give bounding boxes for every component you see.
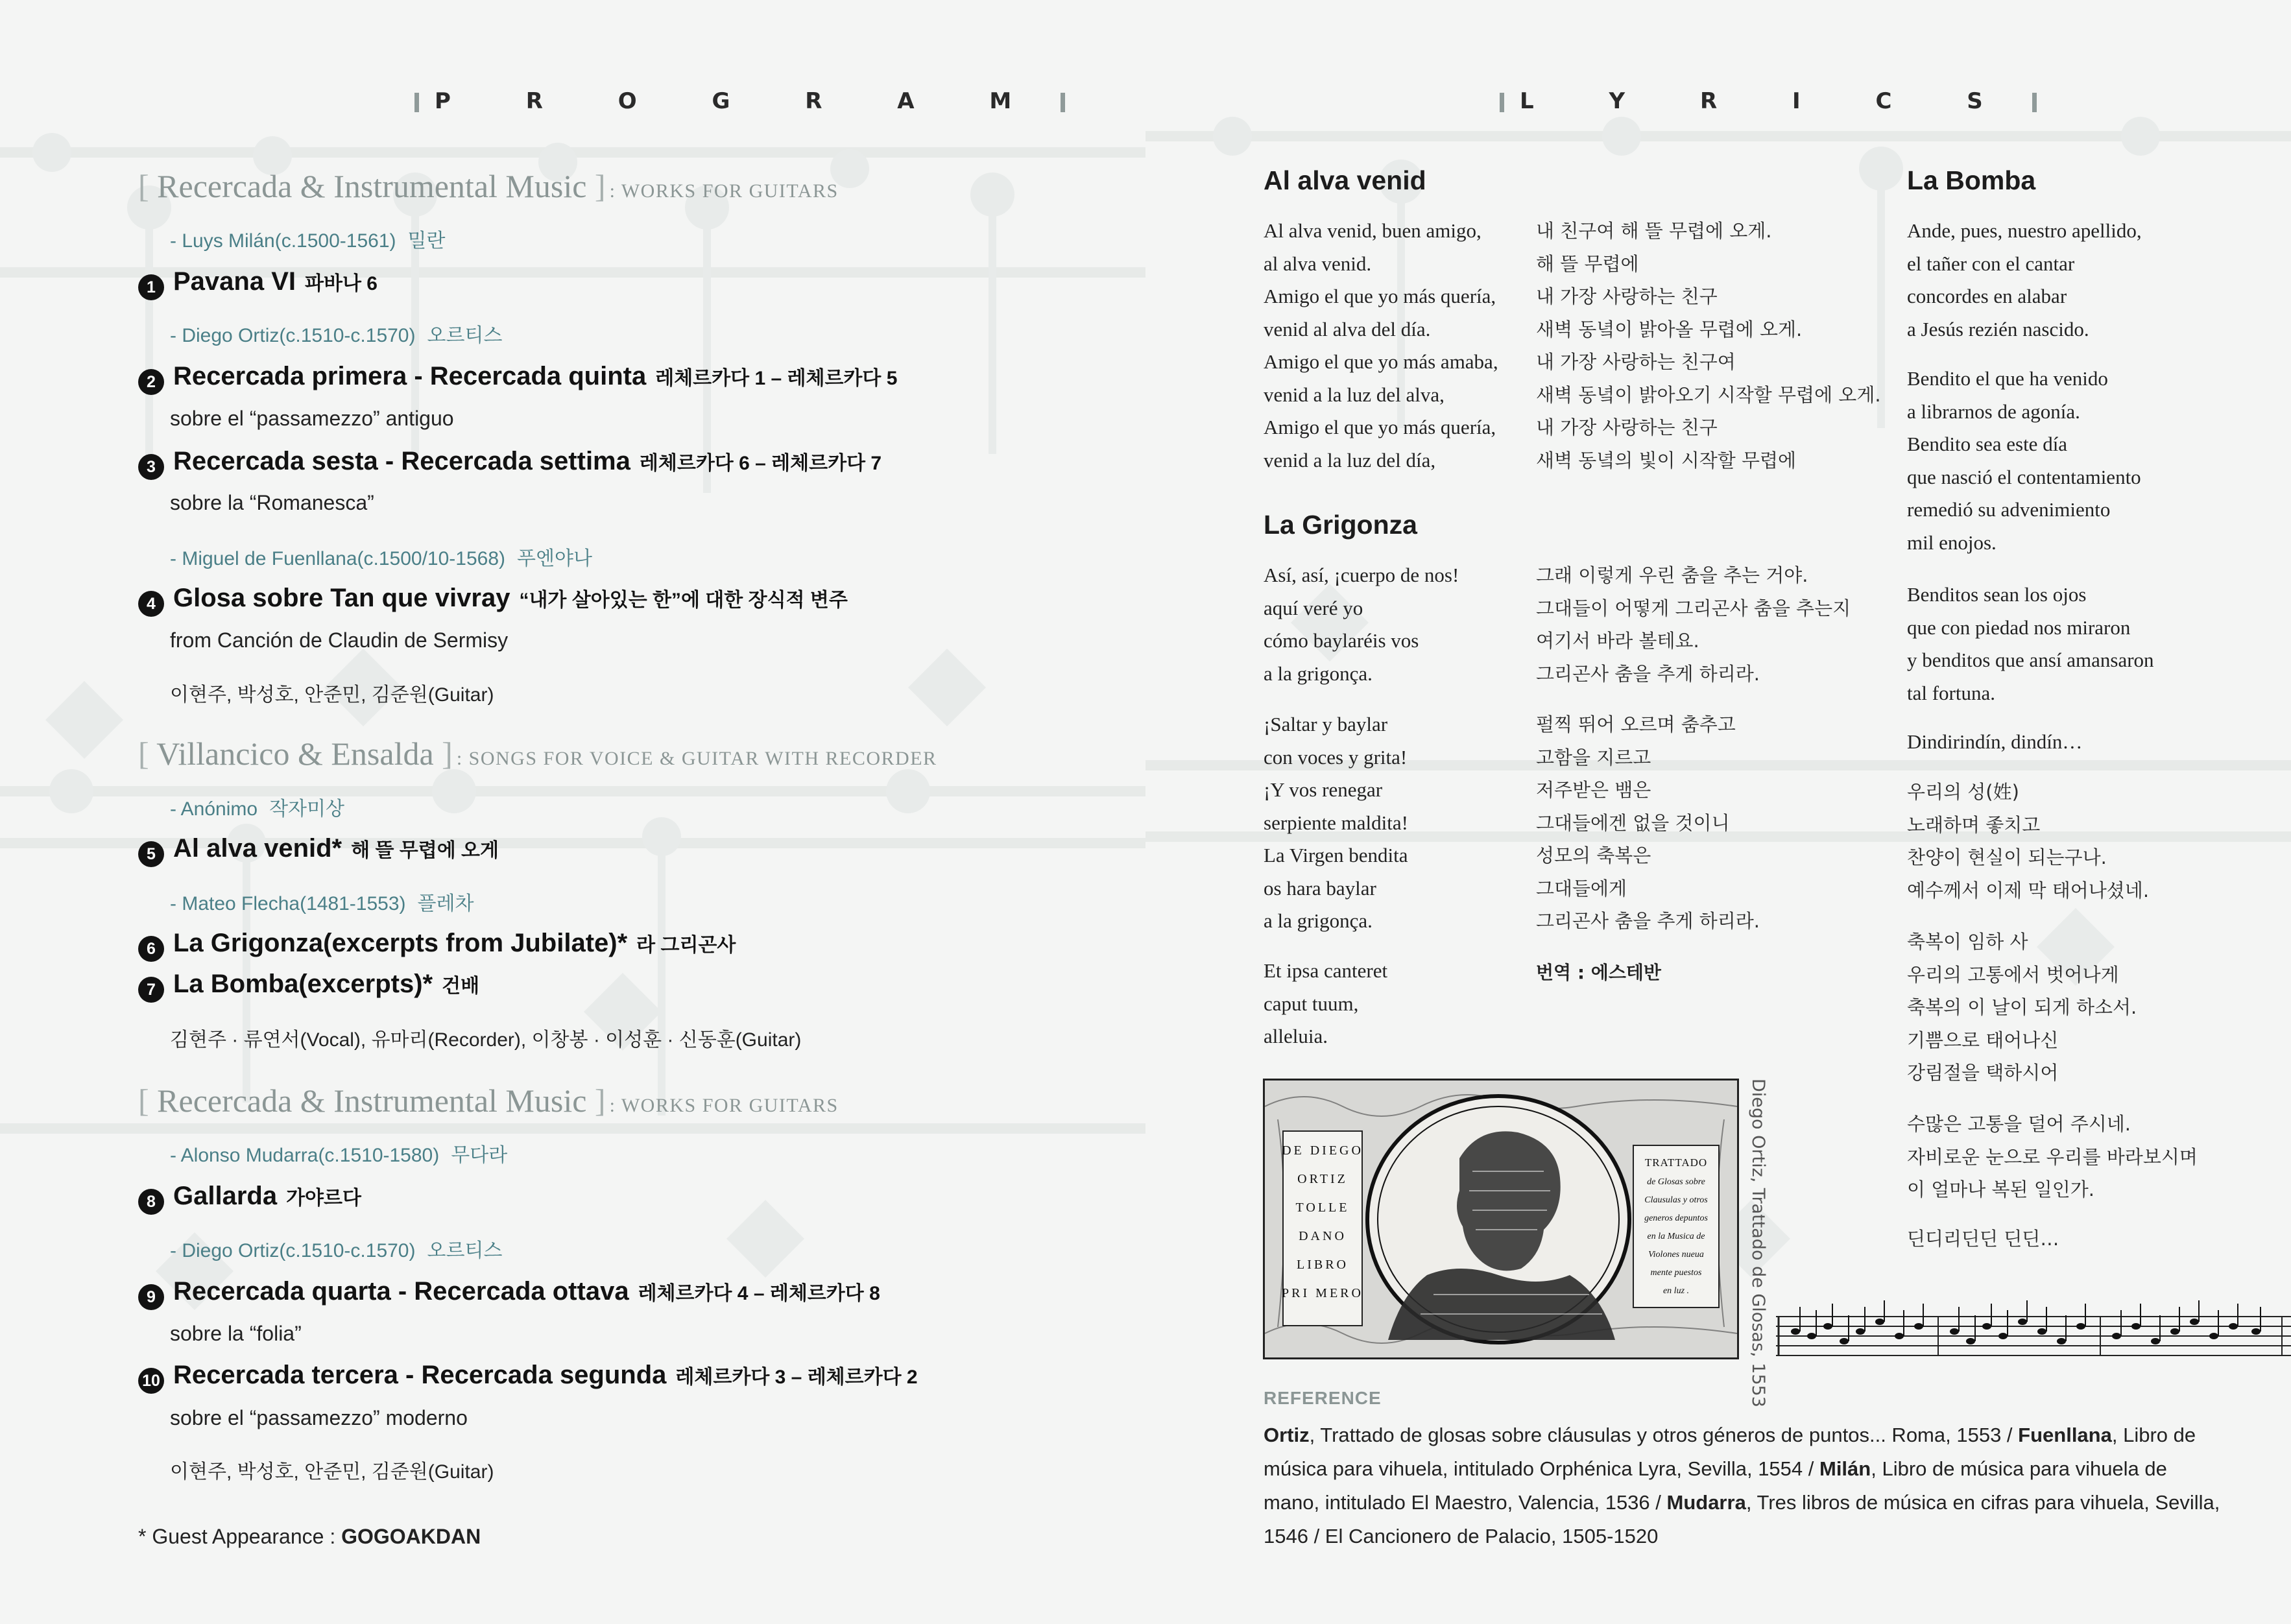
program-heading (399, 88, 1081, 114)
engraving-left-word: DANO (1299, 1229, 1347, 1243)
lyric-line: ¡Saltar y baylar (1264, 713, 1388, 735)
composer-line (170, 542, 592, 571)
lyric-stanza-korean (1907, 1108, 2198, 1206)
lyric-line: a la grigonça. (1264, 909, 1373, 932)
composer-korean-name: 무다라 (451, 1145, 508, 1166)
guest-name: GOGOAKDAN (341, 1525, 481, 1548)
lyric-stanza-korean (1536, 215, 1881, 477)
lyric-line: a la grigonça. (1264, 662, 1373, 685)
lyric-line: 새벽 동녘이 밝아올 무렵에 오게. (1536, 318, 1803, 340)
lyric-title: Al alva venid (1264, 165, 1426, 195)
composer-korean-name: 푸엔야나 (517, 548, 592, 569)
lyric-line: 저주받은 뱀은 (1536, 779, 1651, 801)
composer-name: - Diego Ortiz(c.1510-c.1570) (170, 1240, 416, 1261)
reference-detail: , Trattado de glosas sobre cláusulas y otros géneros de puntos... Roma, 1553 / (1309, 1424, 2019, 1446)
composer-korean-name: 작자미상 (269, 798, 344, 820)
lyric-line: os hara baylar (1264, 876, 1376, 900)
lyric-line: Benditos sean los ojos (1907, 583, 2087, 606)
lyric-line: 강림절을 택하시어 (1907, 1062, 2059, 1084)
lyric-line: Al alva venid, buen amigo, (1264, 219, 1481, 242)
program-piece (138, 1182, 361, 1215)
category-title: Recercada & Instrumental Music (157, 1082, 587, 1119)
lyric-line: el tañer con el cantar (1907, 252, 2075, 275)
piece-subtitle: sobre el “passamezzo” antiguo (170, 407, 454, 430)
reference-heading: REFERENCE (1264, 1388, 1382, 1408)
composer-name: - Miguel de Fuenllana(c.1500/10-1568) (170, 548, 505, 569)
piece-number-badge: 8 (138, 1189, 164, 1215)
lyric-line: Et ipsa canteret (1264, 959, 1388, 982)
lyric-line: Amigo el que yo más quería, (1264, 416, 1496, 438)
lyric-line: 우리의 성(姓) (1907, 781, 2019, 803)
piece-korean-title: 라 그리곤사 (636, 935, 736, 956)
composer-line (170, 1234, 502, 1263)
lyric-line: La Virgen bendita (1264, 844, 1408, 866)
piece-title: Recercada tercera - Recercada segunda (173, 1361, 667, 1389)
piece-number-badge: 6 (138, 936, 164, 962)
composer-korean-name: 밀란 (407, 230, 446, 252)
lyric-stanza-spanish (1907, 363, 2141, 559)
piece-number-badge: 9 (138, 1284, 164, 1310)
category-heading: [ Recercada & Instrumental Music ] : WORKS FOR GUITARS (138, 168, 839, 204)
lyric-line: 찬양이 현실이 되는구나. (1907, 846, 2107, 868)
engraving-right-word: de Glosas sobre (1647, 1177, 1705, 1187)
lyric-line: 그리곤사 춤을 추게 하리라. (1536, 910, 1760, 932)
lyric-line: Dindirindín, dindín… (1907, 730, 2083, 753)
category-heading: [ Villancico & Ensalda ] : SONGS FOR VOICE & GUITAR WITH RECORDER (138, 735, 937, 772)
piece-number-badge: 4 (138, 591, 164, 617)
engraving-right-word: generos depuntos (1644, 1213, 1708, 1223)
piece-number-badge: 5 (138, 841, 164, 867)
lyric-line: Ande, pues, nuestro apellido, (1907, 219, 2142, 242)
category-heading: [ Recercada & Instrumental Music ] : WORKS FOR GUITARS (138, 1082, 839, 1119)
lyric-line: al alva venid. (1264, 252, 1372, 275)
composer-line (170, 793, 344, 821)
lyric-line: 예수께서 이제 막 태어나셨네. (1907, 879, 2150, 902)
lyric-line: Así, así, ¡cuerpo de nos! (1264, 564, 1459, 586)
lyric-line: aquí veré yo (1264, 596, 1363, 619)
lyric-line: 내 가장 사랑하는 친구여 (1536, 351, 1736, 373)
lyric-line: 노래하며 좋치고 (1907, 813, 2041, 836)
lyric-line: 그리곤사 춤을 추게 하리라. (1536, 662, 1760, 685)
lyric-line: 여기서 바라 볼테요. (1536, 630, 1699, 652)
lyric-stanza-spanish (1907, 726, 2082, 759)
lyric-line: venid a la luz del alva, (1264, 383, 1445, 406)
composer-name: - Alonso Mudarra(c.1510-1580) (170, 1145, 440, 1166)
lyric-line: 그대들이 어떻게 그리곤사 춤을 추는지 (1536, 597, 1851, 619)
program-piece (138, 834, 499, 867)
piece-subtitle: sobre la “Romanesca” (170, 491, 374, 514)
category-title: Recercada & Instrumental Music (157, 168, 587, 204)
lyric-stanza-korean (1907, 1223, 2059, 1256)
lyric-line: con voces y grita! (1264, 745, 1408, 769)
piece-title: Recercada primera - Recercada quinta (173, 362, 647, 390)
guest-label: * Guest Appearance : (138, 1525, 336, 1548)
composer-korean-name: 오르티스 (427, 1240, 503, 1261)
lyric-line: 내 가장 사랑하는 친구 (1536, 285, 1718, 307)
piece-korean-title: 건배 (442, 975, 480, 997)
lyric-line: serpiente maldita! (1264, 811, 1408, 834)
lyric-line: 해 뜰 무렵에 (1536, 252, 1639, 275)
composer-name: - Luys Milán(c.1500-1561) (170, 230, 396, 252)
reference-detail: , Libro de música para vihuela de mano, intitulado El Maestro, Valencia, 1536 / (1264, 1457, 2167, 1514)
reference-text (1264, 1418, 2224, 1553)
lyric-line: 축복이 임하 사 (1907, 931, 2028, 953)
composer-name: - Anónimo (170, 798, 258, 820)
diego-ortiz-engraving (1263, 1079, 1739, 1359)
performers-line: 김현주 · 류연서(Vocal), 유마리(Recorder), 이창봉 · 이성훈 · 신동훈(Guitar) (170, 1029, 802, 1051)
program-piece (138, 929, 736, 962)
lyric-stanza-spanish (1907, 215, 2142, 346)
program-piece (138, 267, 378, 300)
lyric-line: 축복의 이 날이 되게 하소서. (1907, 996, 2137, 1018)
composer-line (170, 224, 445, 253)
piece-korean-title: 파바나 6 (305, 273, 378, 294)
lyric-line: y benditos que ansí amansaron (1907, 649, 2154, 671)
category-subtitle: : SONGS FOR VOICE & GUITAR WITH RECORDER (456, 748, 937, 769)
reference-body (1264, 1418, 2224, 1553)
performers-line: 이현주, 박성호, 안준민, 김준원(Guitar) (170, 1461, 494, 1483)
piece-title: Recercada quarta - Recercada ottava (173, 1277, 629, 1306)
lyric-line: 자비로운 눈으로 우리를 바라보시며 (1907, 1145, 2198, 1168)
engraving-left-word: PRI MERO (1282, 1286, 1363, 1300)
lyric-line: cómo baylaréis vos (1264, 629, 1419, 652)
reference-author: Fuenllana (2018, 1424, 2112, 1446)
program-piece (138, 970, 479, 1003)
heading-bar-right (2032, 93, 2037, 112)
lyric-stanza-korean (1907, 925, 2137, 1090)
piece-subtitle: sobre la “folia” (170, 1322, 302, 1345)
piece-title: Recercada sesta - Recercada settima (173, 447, 630, 475)
lyric-title: La Grigonza (1264, 510, 1417, 540)
guest-appearance-note (138, 1525, 481, 1549)
lyric-line: 그대들에겐 없을 것이니 (1536, 811, 1730, 834)
piece-number-badge: 10 (138, 1368, 164, 1394)
lyric-line: que con piedad nos miraron (1907, 615, 2131, 639)
piece-korean-title: 레체르카다 1 – 레체르카다 5 (655, 368, 898, 389)
engraving-right-word: Clausulas y otros (1644, 1195, 1708, 1205)
lyric-line: 그래 이렇게 우린 춤을 추는 거야. (1536, 564, 1808, 586)
lyric-line: venid al alva del día. (1264, 317, 1431, 340)
lyric-line: Bendito sea este día (1907, 433, 2068, 455)
lyric-line: venid a la luz del día, (1264, 448, 1436, 472)
reference-author: Mudarra (1666, 1491, 1746, 1514)
lyric-line: Amigo el que yo más amaba, (1264, 350, 1498, 373)
lyric-line: remedió su advenimiento (1907, 498, 2111, 521)
program-piece (138, 1277, 880, 1310)
lyric-line: caput tuum, (1264, 992, 1359, 1015)
translator-credit: 번역 : 에스테반 (1536, 962, 1661, 983)
lyric-line: 딘디리딘딘 딘딘… (1907, 1228, 2059, 1250)
engraving-caption: Diego Ortiz, Trattado de Glosas, 1553 (1748, 1079, 1768, 1407)
lyric-stanza-spanish (1264, 708, 1408, 938)
engraving-left-word: LIBRO (1297, 1258, 1349, 1272)
category-subtitle: : WORKS FOR GUITARS (609, 1095, 839, 1116)
lyric-line: Amigo el que yo más quería, (1264, 285, 1496, 307)
lyric-stanza-spanish (1264, 955, 1387, 1053)
lyric-line: a librarnos de agonía. (1907, 400, 2080, 423)
lyric-line: mil enojos. (1907, 531, 1997, 554)
lyric-line: 성모의 축복은 (1536, 844, 1651, 866)
piece-title: Al alva venid* (173, 834, 342, 863)
lyric-line: concordes en alabar (1907, 285, 2067, 307)
lyric-line: 내 가장 사랑하는 친구 (1536, 416, 1718, 438)
piece-korean-title: 레체르카다 3 – 레체르카다 2 (675, 1367, 918, 1388)
piece-korean-title: 레체르카다 6 – 레체르카다 7 (639, 453, 882, 474)
piece-korean-title: 해 뜰 무렵에 오게 (351, 840, 499, 861)
reference-author: Ortiz (1264, 1424, 1310, 1446)
engraving-right-word: mente puestos (1650, 1268, 1702, 1278)
program-heading-text: P R O G R A M (435, 88, 1046, 114)
lyric-line: tal fortuna. (1907, 681, 1996, 704)
heading-bar-left (414, 93, 419, 112)
lyric-line: 이 얼마나 복된 일인가. (1907, 1178, 2094, 1200)
composer-line (170, 1139, 507, 1167)
piece-number-badge: 7 (138, 977, 164, 1003)
engraving-left-word: DE DIEGO (1282, 1143, 1363, 1158)
lyric-title: La Bomba (1907, 165, 2036, 195)
reference-detail: , Libro de música para vihuela, intitulado Orphénica Lyra, Sevilla, 1554 / (1264, 1424, 2196, 1480)
piece-korean-title: 가야르다 (286, 1188, 361, 1209)
composer-line (170, 887, 474, 916)
engraving-right-word: Violones nueua (1648, 1250, 1704, 1260)
reference-author: Milán (1819, 1457, 1871, 1480)
piece-title: Pavana VI (173, 267, 296, 296)
lyric-line: 기쁨으로 태어나신 (1907, 1029, 2059, 1051)
lyric-line: ¡Y vos renegar (1264, 778, 1383, 801)
lyric-line: 펄찍 뛰어 오르며 춤추고 (1536, 713, 1736, 735)
category-title: Villancico & Ensalda (156, 735, 434, 772)
lyric-line: 수많은 고통을 덜어 주시네. (1907, 1113, 2131, 1135)
program-piece (138, 447, 882, 480)
piece-title: Gallarda (173, 1182, 278, 1210)
heading-bar-right (1061, 93, 1065, 112)
engraving-left-word: ORTIZ (1297, 1172, 1348, 1186)
program-piece (138, 1361, 918, 1394)
lyric-line: Bendito el que ha venido (1907, 367, 2108, 390)
category-subtitle: : WORKS FOR GUITARS (609, 180, 839, 202)
composer-line (170, 319, 502, 348)
lyric-line: 고함을 지르고 (1536, 746, 1651, 769)
program-piece (138, 584, 848, 617)
reference-detail: , Tres libros de música en cifras para vihuela, Sevilla, 1546 / El Cancionero de Palacio, 1505-1520 (1264, 1491, 2220, 1547)
heading-bar-left (1500, 93, 1504, 112)
piece-title: La Grigonza(excerpts from Jubilate)* (173, 929, 628, 957)
lyric-stanza-spanish (1264, 215, 1498, 477)
lyric-stanza-korean (1907, 776, 2149, 907)
lyric-line: 그대들에게 (1536, 877, 1627, 900)
engraving-left-word: TOLLE (1295, 1200, 1350, 1215)
piece-title: La Bomba(excerpts)* (173, 970, 433, 998)
lyric-stanza-korean (1536, 559, 1851, 690)
piece-title: Glosa sobre Tan que vivray (173, 584, 510, 612)
engraving-right-word: TRATTADO (1644, 1156, 1708, 1169)
engraving-right-word: en luz . (1662, 1286, 1690, 1296)
music-notation-strip (1776, 1297, 2291, 1375)
composer-korean-name: 플레차 (417, 893, 474, 914)
composer-korean-name: 오르티스 (427, 325, 503, 346)
composer-name: - Mateo Flecha(1481-1553) (170, 893, 406, 914)
lyric-stanza-korean (1536, 708, 1760, 938)
lyric-stanza-spanish (1907, 579, 2154, 710)
program-piece (138, 362, 897, 395)
engraving-right-word: en la Musica de (1647, 1232, 1705, 1241)
piece-number-badge: 3 (138, 454, 164, 480)
piece-subtitle: from Canción de Claudin de Sermisy (170, 628, 509, 652)
lyric-line: 내 친구여 해 뜰 무렵에 오게. (1536, 220, 1772, 242)
piece-korean-title: 레체르카다 4 – 레체르카다 8 (638, 1283, 880, 1304)
lyric-line: a Jesús rezién nascido. (1907, 317, 2089, 340)
piece-number-badge: 2 (138, 369, 164, 395)
lyrics-heading-text: L Y R I C S (1520, 88, 2017, 114)
piece-korean-title: “내가 살아있는 한”에 대한 장식적 변주 (519, 590, 848, 611)
piece-subtitle: sobre el “passamezzo” moderno (170, 1406, 468, 1429)
composer-name: - Diego Ortiz(c.1510-c.1570) (170, 325, 416, 346)
lyric-line: 새벽 동녘이 밝아오기 시작할 무렵에 오게. (1536, 383, 1881, 406)
performers-line: 이현주, 박성호, 안준민, 김준원(Guitar) (170, 684, 494, 706)
lyric-line: 우리의 고통에서 벗어나게 (1907, 963, 2119, 986)
lyric-stanza-spanish (1264, 559, 1459, 690)
lyric-line: que nasció el contentamiento (1907, 465, 2141, 488)
piece-number-badge: 1 (138, 274, 164, 300)
engraving-illustration (1265, 1081, 1737, 1357)
lyrics-heading (1484, 88, 2052, 114)
lyric-line: alleluia. (1264, 1025, 1328, 1047)
lyric-line: 새벽 동녘의 빛이 시작할 무렵에 (1536, 449, 1797, 472)
